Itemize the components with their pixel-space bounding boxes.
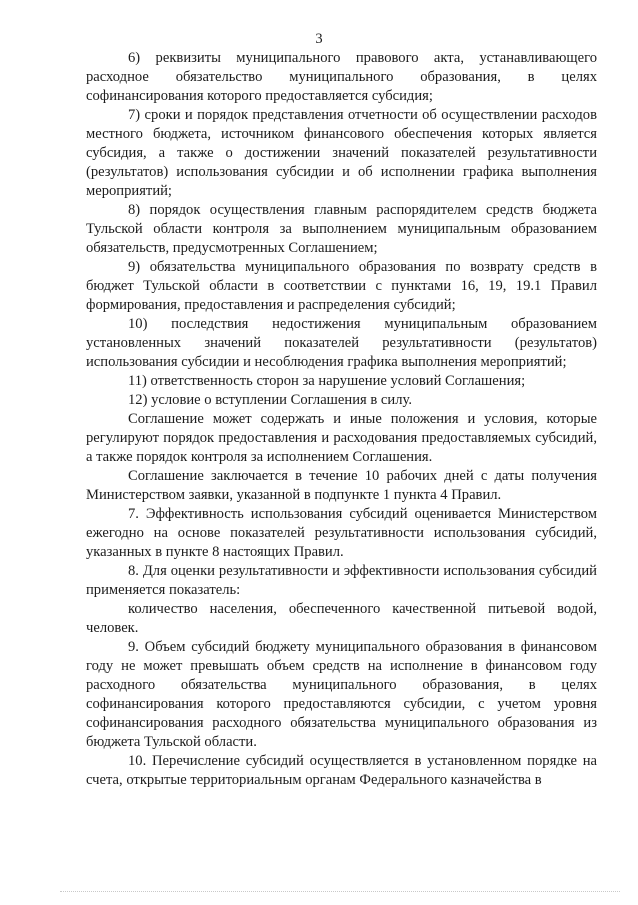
- paragraph-clause-10: 10. Перечисление субсидий осуществляется в установленном порядке на счета, открытые территориальным органам Федерального казначейства в: [86, 753, 597, 788]
- paragraph-item-10: 10) последствия недостижения муниципальным образованием установленных значений показателей результативности (результатов) использования субсидии и несоблюдения графика выполнения мероприятий;: [86, 316, 597, 370]
- document-body: [86, 49, 597, 790]
- scan-edge-line: [60, 891, 620, 892]
- paragraph-indicator: количество населения, обеспеченного качественной питьевой водой, человек.: [86, 601, 597, 636]
- paragraph-item-11: 11) ответственность сторон за нарушение условий Соглашения;: [128, 373, 526, 389]
- paragraph-item-12: 12) условие о вступлении Соглашения в силу.: [128, 392, 412, 408]
- paragraph-clause-7: 7. Эффективность использования субсидий оценивается Министерством ежегодно на основе показателей результативности использования субсидий, указанных в пункте 8 настоящих Правил.: [86, 506, 597, 560]
- paragraph-agreement-terms: Соглашение может содержать и иные положения и условия, которые регулируют порядок предоставления и расходования предоставляемых субсидий, а также порядок контроля за исполнением Соглашения.: [86, 411, 597, 465]
- page-number: 3: [315, 31, 323, 47]
- paragraph-item-6: 6) реквизиты муниципального правового акта, устанавливающего расходное обязательство муниципального образования, в целях софинансирования которого предоставляется субсидия;: [86, 50, 597, 104]
- paragraph-clause-8: 8. Для оценки результативности и эффективности использования субсидий применяется показатель:: [86, 563, 597, 598]
- paragraph-agreement-conclusion: Соглашение заключается в течение 10 рабочих дней с даты получения Министерством заявки, указанной в подпункте 1 пункта 4 Правил.: [86, 468, 597, 503]
- paragraph-item-9: 9) обязательства муниципального образования по возврату средств в бюджет Тульской области в соответствии с пунктами 16, 19, 19.1 Правил формирования, предоставления и распределения субсидий;: [86, 259, 597, 313]
- paragraph-clause-9: 9. Объем субсидий бюджету муниципального образования в финансовом году не может превышать объем средств на исполнение в финансовом году расходного обязательства муниципального образования, в целях софинансирования которого предоставляются субсидии, с учетом уровня софинансирования расходного обязательства муниципального образования из бюджета Тульской области.: [86, 639, 597, 750]
- paragraph-item-8: 8) порядок осуществления главным распорядителем средств бюджета Тульской области контроля за выполнением муниципальным образованием обязательств, предусмотренных Соглашением;: [86, 202, 597, 256]
- paragraph-item-7: 7) сроки и порядок представления отчетности об осуществлении расходов местного бюджета, источником финансового обеспечения которых является субсидия, а также о достижении значений показателей результативности (результатов) использования субсидии и об исполнении графика выполнения мероприятий;: [86, 107, 597, 199]
